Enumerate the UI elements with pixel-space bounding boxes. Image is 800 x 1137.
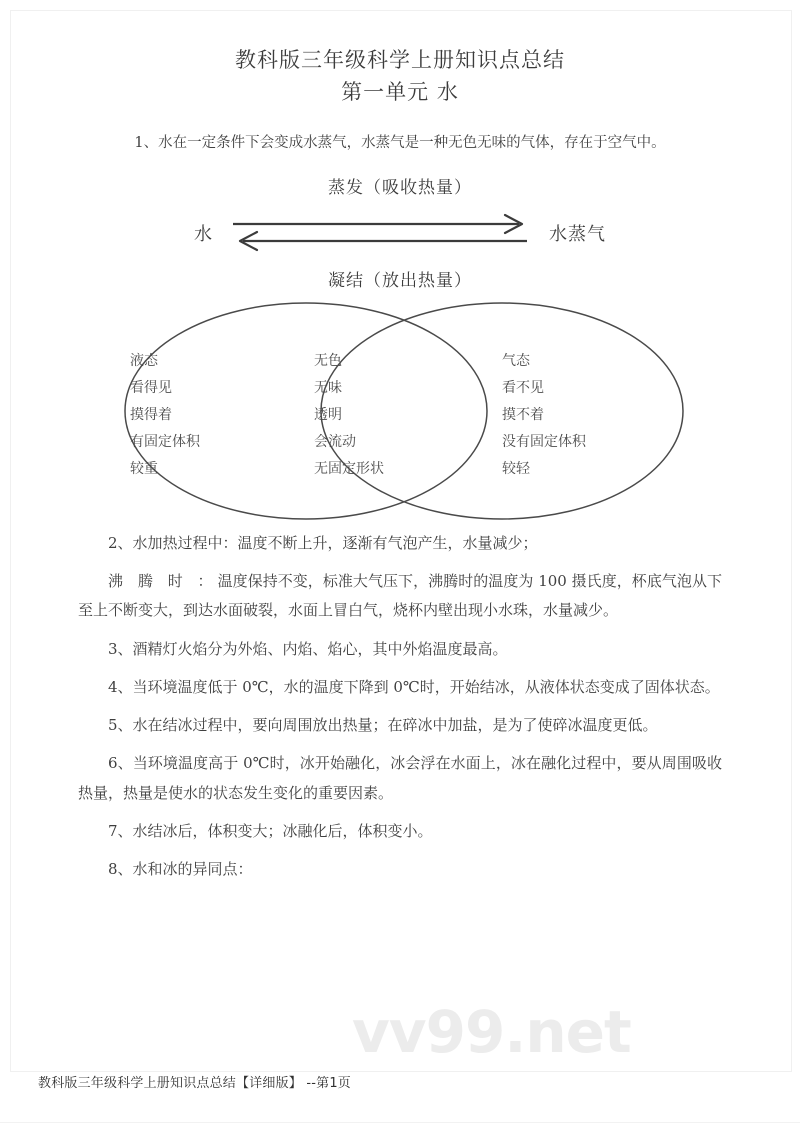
venn-left-item: 摸得着 [130, 406, 172, 423]
evaporation-left-term: 水 [194, 223, 213, 245]
venn-middle-item: 无色 [314, 352, 342, 369]
knowledge-item-4: 4、当环境温度低于 0℃，水的温度下降到 0℃时，开始结冰，从液体状态变成了固体状态。 [108, 677, 720, 696]
evaporation-arrows [231, 213, 531, 253]
venn-columns [78, 351, 722, 480]
boiling-label: 沸 腾 时 ： [108, 572, 218, 591]
evaporation-arrow-row [78, 211, 722, 255]
knowledge-item-1: 1、水在一定条件下会变成水蒸气，水蒸气是一种无色无味的气体，存在于空气中。 [134, 134, 666, 151]
boiling-text: 温度保持不变，标准大气压下，沸腾时的温度为 100 摄氏度，杯底气泡从下至上不断变大，到达水面破裂，水面上冒白气，烧杯内壁出现小水珠，水量减少。 [78, 572, 722, 620]
venn-right-item: 气态 [502, 352, 530, 369]
document-subtitle: 第一单元 水 [341, 80, 459, 105]
venn-middle-item: 无味 [314, 379, 342, 396]
venn-middle-column [298, 351, 484, 480]
right-arrow-icon [233, 215, 522, 233]
evaporation-right-term: 水蒸气 [549, 223, 606, 245]
page-footer: 教科版三年级科学上册知识点总结【详细版】 --第1页 [38, 1076, 351, 1091]
venn-left-item: 看得见 [130, 379, 172, 396]
knowledge-item-6: 6、当环境温度高于 0℃时，冰开始融化，冰会浮在水面上，冰在融化过程中，要从周围吸收热量，热量是使水的状态发生变化的重要因素。 [78, 754, 722, 802]
evaporation-diagram [78, 173, 722, 291]
knowledge-items-body [78, 529, 722, 885]
venn-right-item: 看不见 [502, 379, 544, 396]
venn-left-item: 液态 [130, 352, 158, 369]
knowledge-item-7: 7、水结冰后，体积变大；冰融化后，体积变小。 [108, 821, 433, 840]
watermark: vv99.net [352, 998, 631, 1066]
venn-middle-item: 会流动 [314, 433, 356, 450]
venn-middle-item: 无固定形状 [314, 460, 384, 477]
venn-right-item: 较轻 [502, 460, 530, 477]
venn-right-column [484, 351, 682, 480]
venn-right-item: 没有固定体积 [502, 433, 586, 450]
left-arrow-icon [240, 232, 527, 250]
page-bottom-rule [0, 1122, 800, 1123]
venn-middle-item: 透明 [314, 406, 342, 423]
knowledge-item-3: 3、酒精灯火焰分为外焰、内焰、焰心，其中外焰温度最高。 [108, 639, 508, 658]
knowledge-item-2-boiling [78, 567, 722, 626]
knowledge-item-8: 8、水和冰的异同点： [108, 860, 253, 879]
knowledge-item-5: 5、水在结冰过程中，要向周围放出热量；在碎冰中加盐，是为了使碎冰温度更低。 [108, 716, 658, 735]
document-title: 教科版三年级科学上册知识点总结 [235, 48, 565, 72]
venn-left-item: 有固定体积 [130, 433, 200, 450]
venn-left-column [78, 351, 298, 480]
venn-left-item: 较重 [130, 460, 158, 477]
venn-right-item: 摸不着 [502, 406, 544, 423]
evaporation-top-label: 蒸发（吸收热量） [328, 177, 472, 198]
evaporation-bottom-label: 凝结（放出热量） [328, 270, 472, 291]
knowledge-item-2: 2、水加热过程中：温度不断上升，逐渐有气泡产生，水量减少； [108, 533, 538, 552]
venn-diagram [78, 299, 722, 527]
